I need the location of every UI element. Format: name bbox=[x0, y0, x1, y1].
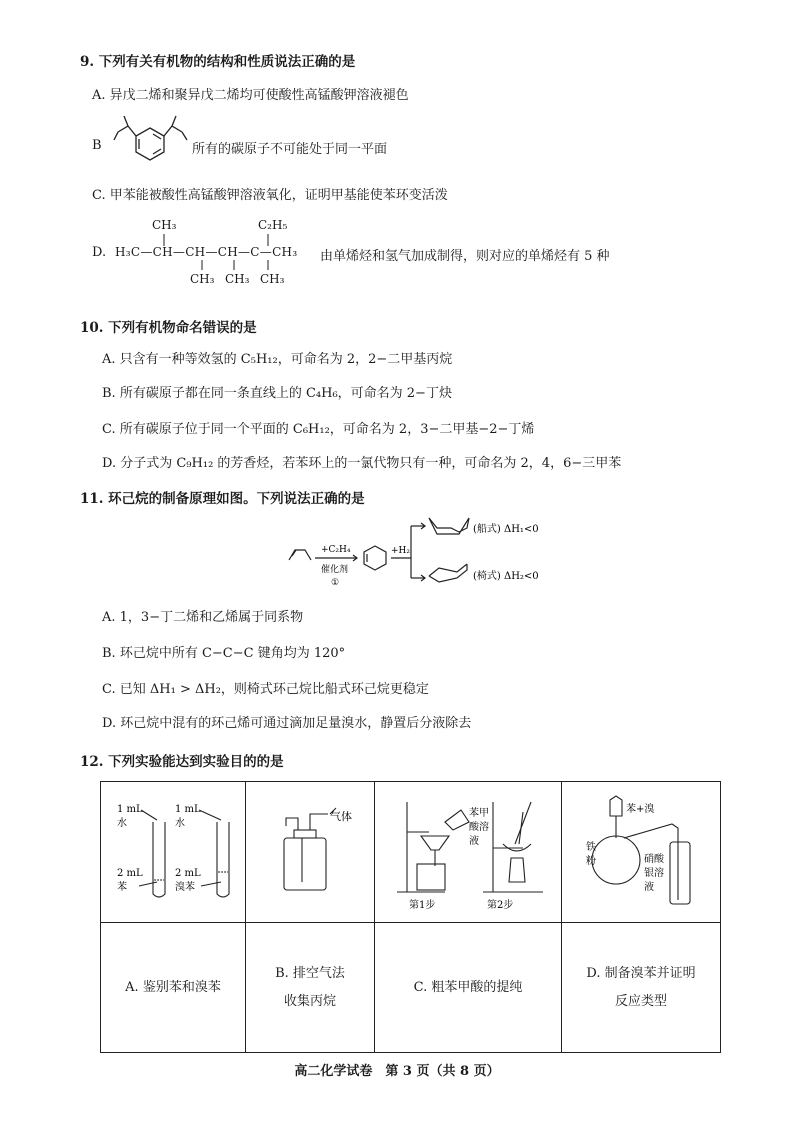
q9-b-structure bbox=[108, 110, 193, 172]
q11-reaction-scheme bbox=[285, 512, 540, 592]
svg-text:苯: 苯 bbox=[117, 882, 127, 893]
svg-text:水: 水 bbox=[175, 818, 185, 829]
q9-option-b-text: 所有的碳原子不可能处于同一平面 bbox=[192, 142, 388, 157]
q10-option-d: D. 分子式为 C₉H₁₂ 的芳香烃，若苯环上的一氯代物只有一种，可命名为 2，4，6−三甲苯 bbox=[102, 456, 622, 471]
q9-d-bottom-ch3-3: CH₃ bbox=[260, 272, 285, 286]
q9-d-main-chain: H₃C—CH—CH—CH—C—CH₃ bbox=[115, 245, 298, 259]
q11-step-number: ① bbox=[331, 578, 340, 588]
q9-option-d-text: 由单烯烃和氢气加成制得，则对应的单烯烃有 5 种 bbox=[320, 249, 610, 264]
q12-figure-b bbox=[246, 782, 375, 923]
q9-option-b-label: B bbox=[92, 138, 102, 153]
q9-d-bottom-ch3-1: CH₃ bbox=[190, 272, 215, 286]
q9-d-top-c2h5: C₂H₅ bbox=[258, 218, 288, 232]
svg-text:粉: 粉 bbox=[586, 856, 596, 867]
q11-boat-label: (船式) ΔH₁<0 bbox=[473, 524, 539, 535]
svg-text:1 mL: 1 mL bbox=[117, 804, 143, 815]
svg-text:苯+溴: 苯+溴 bbox=[626, 804, 655, 815]
q11-option-b: B. 环己烷中所有 C−C−C 键角均为 120° bbox=[102, 646, 346, 661]
svg-text:酸溶: 酸溶 bbox=[469, 822, 489, 833]
svg-text:苯甲: 苯甲 bbox=[469, 808, 489, 819]
svg-text:溴苯: 溴苯 bbox=[175, 882, 195, 893]
svg-text:2 mL: 2 mL bbox=[175, 868, 201, 879]
svg-text:液: 液 bbox=[644, 882, 654, 893]
q11-stem: 11. 环己烷的制备原理如图。下列说法正确的是 bbox=[80, 491, 365, 507]
q11-option-a: A. 1，3−丁二烯和乙烯属于同系物 bbox=[102, 610, 304, 625]
q11-chair-label: (椅式) ΔH₂<0 bbox=[473, 571, 539, 582]
q9-stem: 9. 下列有关有机物的结构和性质说法正确的是 bbox=[80, 54, 356, 70]
q9-option-a: A. 异戊二烯和聚异戊二烯均可使酸性高锰酸钾溶液褪色 bbox=[92, 88, 409, 103]
svg-text:银溶: 银溶 bbox=[644, 868, 664, 879]
svg-text:气体: 气体 bbox=[330, 810, 352, 823]
q11-option-d: D. 环己烷中混有的环己烯可通过滴加足量溴水，静置后分液除去 bbox=[102, 716, 472, 731]
q10-option-c: C. 所有碳原子位于同一个平面的 C₆H₁₂，可命名为 2，3−二甲基−2−丁烯 bbox=[102, 422, 535, 437]
q12-experiment-table bbox=[100, 781, 721, 1053]
q11-h2: +H₂ bbox=[391, 546, 410, 556]
q12-label-b: B. 排空气法 收集丙烷 bbox=[246, 923, 375, 1053]
svg-text:1 mL: 1 mL bbox=[175, 804, 201, 815]
svg-text:硝酸: 硝酸 bbox=[644, 854, 664, 865]
q9-option-d-label: D. bbox=[92, 245, 107, 260]
q9-d-top-ch3: CH₃ bbox=[152, 218, 177, 232]
svg-text:第2步: 第2步 bbox=[487, 900, 514, 911]
q11-option-c: C. 已知 ΔH₁ > ΔH₂，则椅式环己烷比船式环己烷更稳定 bbox=[102, 682, 429, 697]
q12-label-a: A. 鉴别苯和溴苯 bbox=[101, 923, 246, 1053]
q9-d-bottom-ch3-2: CH₃ bbox=[225, 272, 250, 286]
q10-stem: 10. 下列有机物命名错误的是 bbox=[80, 320, 257, 336]
q12-label-d: D. 制备溴苯并证明 反应类型 bbox=[562, 923, 721, 1053]
svg-text:液: 液 bbox=[469, 836, 479, 847]
svg-text:水: 水 bbox=[117, 818, 127, 829]
page-footer: 高二化学试卷 第 3 页（共 8 页） bbox=[294, 1064, 500, 1079]
q12-stem: 12. 下列实验能达到实验目的的是 bbox=[80, 754, 284, 770]
q11-reagent-top: +C₂H₄ bbox=[321, 545, 351, 555]
q12-label-c: C. 粗苯甲酸的提纯 bbox=[375, 923, 562, 1053]
q12-figure-c bbox=[375, 782, 562, 923]
svg-text:铁: 铁 bbox=[586, 842, 596, 853]
svg-text:2 mL: 2 mL bbox=[117, 868, 143, 879]
q12-figure-a bbox=[101, 782, 246, 923]
q11-reagent-bottom: 催化剂 bbox=[321, 565, 349, 575]
q9-option-c: C. 甲苯能被酸性高锰酸钾溶液氧化，证明甲基能使苯环变活泼 bbox=[92, 188, 448, 203]
svg-text:第1步: 第1步 bbox=[409, 900, 436, 911]
q10-option-b: B. 所有碳原子都在同一条直线上的 C₄H₆，可命名为 2−丁炔 bbox=[102, 386, 452, 401]
q10-option-a: A. 只含有一种等效氢的 C₅H₁₂，可命名为 2，2−二甲基丙烷 bbox=[102, 352, 453, 367]
q12-figure-d bbox=[562, 782, 721, 923]
